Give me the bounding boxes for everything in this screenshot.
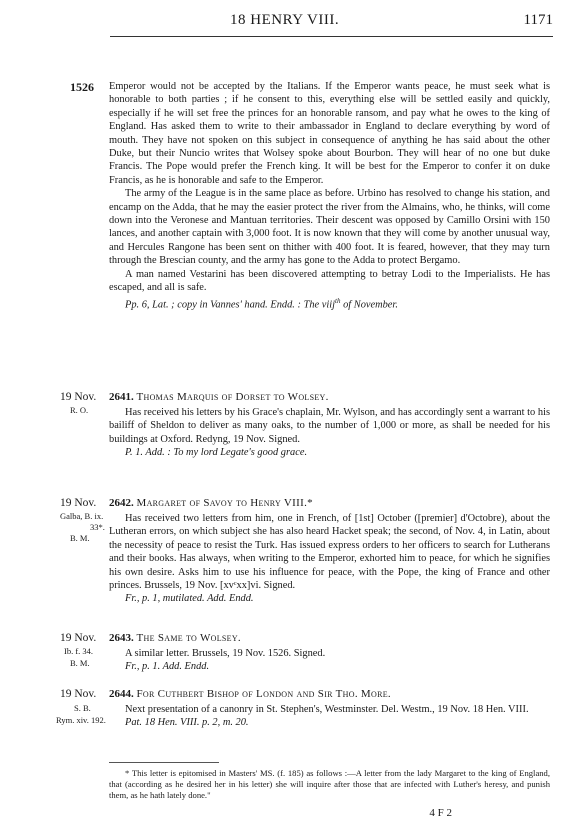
entry-source-note: Fr., p. 1, mutilated. Add. Endd.	[125, 593, 254, 605]
margin-reference: 33*.	[90, 522, 105, 532]
signature-mark: 4 F 2	[429, 807, 452, 819]
entry-source-note: Pat. 18 Hen. VIII. p. 2, m. 20.	[125, 717, 249, 729]
continued-paragraph-1: Emperor would not be accepted by the Italians. If the Emperor wants peace, he must seek what is honorable to both parties ; if he consent to this, everything else will be settled easily and quickly, especially if he will set free the princes for an honorable ransom, and pay what he owes to the king of England. Has asked them to write to their ambassador in England to declare everything by word of mouth. They have not spoken on this subject in consequence of anything he has said about the other Duke, but their Nuncio writes that Wolsey spoke about Bourbon. They will hear of no one but duke Francis. The Pope would prefer the French king. It will be best for the Emperor to confer it on duke Francis, as he is honorable and safe to the Emperor.	[109, 81, 550, 186]
entry-heading	[109, 688, 391, 700]
entry-heading	[109, 497, 313, 509]
entry-body: Has received two letters from him, one in French, of [1st] October ([premier] d'Octobre), about the Lutheran errors, on which subject she has also heard Hacket speak; the second, of Nov. 4, in Latin, about the necessity of peace to resist the Turk. Has issued express orders to her officers to search for Lutherans and their books. Has always, when writing to the Emperor, exhorted him to peace, for which he signifies his own desire. Asks him to use his influence for peace, with the Pope, the king of France and other princes. Brussels, 19 Nov. [xvᶜxx]vi. Signed.	[109, 513, 550, 592]
entry-title: The Same to Wolsey.	[136, 632, 241, 644]
entry-date: 19 Nov.	[60, 497, 97, 509]
margin-reference: Ib. f. 34.	[64, 646, 94, 656]
continued-source-note: Pp. 6, Lat. ; copy in Vannes' hand. Endd. : The viij$^{th}$ of November.	[125, 296, 398, 310]
footnote: * This letter is epitomised in Masters' MS. (f. 185) as follows :—A letter from the lady Margaret to the king of England, that (according as he desired her in his letter) she will inquire after those that are infected with Luther's heresy, and punish them, as he hath lately done."	[109, 768, 550, 800]
margin-reference: B. M.	[70, 658, 90, 668]
continued-letter	[109, 80, 550, 311]
entry-text	[109, 406, 550, 460]
entry-body: A similar letter. Brussels, 19 Nov. 1526. Signed.	[125, 648, 326, 659]
entry-source-note: Fr., p. 1. Add. Endd.	[125, 661, 210, 673]
entry-heading	[109, 391, 329, 403]
entry-number: 2644.	[109, 688, 134, 700]
year-label: 1526	[70, 80, 94, 94]
footnote-rule	[109, 762, 219, 763]
entry-title: Thomas Marquis of Dorset to Wolsey.	[136, 391, 329, 403]
entry-title: For Cuthbert Bishop of London and Sir Tho. More.	[136, 688, 391, 700]
continued-paragraph-3: A man named Vestarini has been discovered attempting to betray Lodi to the Imperialists. He has escaped, and all is safe.	[109, 268, 550, 294]
margin-reference: B. M.	[70, 533, 90, 543]
entry-heading	[109, 632, 241, 644]
entry-title: Margaret of Savoy to Henry VIII.*	[136, 497, 313, 509]
entry-date: 19 Nov.	[60, 632, 97, 644]
entry-number: 2643.	[109, 632, 134, 644]
margin-reference: S. B.	[74, 703, 91, 713]
margin-reference: R. O.	[70, 405, 89, 415]
entry-number: 2641.	[109, 391, 134, 403]
page-number: 1171	[523, 12, 553, 28]
entry-body: Next presentation of a canonry in St. Stephen's, Westminster. Del. Westm., 19 Nov. 18 Hen. VIII.	[125, 704, 529, 715]
margin-reference: Rym. xiv. 192.	[56, 715, 106, 725]
entry-text	[109, 512, 550, 606]
entry-source-note: P. 1. Add. : To my lord Legate's good grace.	[125, 447, 308, 459]
running-head: 18 HENRY VIII.	[230, 12, 340, 28]
entry-text	[109, 647, 550, 674]
entry-date: 19 Nov.	[60, 391, 97, 403]
entry-number: 2642.	[109, 497, 134, 509]
entry-body: Has received his letters by his Grace's chaplain, Mr. Wylson, and has accordingly sent a warrant to his bailiff of Sheldon to deliver as many oaks, to the number of 1,000 or more, as shall be needed for his buildings at Oxford. Redyng, 19 Nov. Signed.	[109, 407, 550, 445]
header-rule	[110, 36, 553, 37]
margin-reference: Galba, B. ix.	[60, 511, 104, 521]
continued-paragraph-2: The army of the League is in the same place as before. Urbino has resolved to change his station, and encamp on the Adda, that he may the easier protect the river from the Almains, who, he thinks, will come down into the Veronese and Mantuan territories. Their descent was opposed by Camillo Orsini with 150 lances, and another captain with 3,000 foot. It is now known that they will come by another unusual way, and Hercules Rangone has been sent on thither with 400 foot. It is feared, however, that they may turn through the Brescian county, and the army has gone to the Adda to protect Bergamo.	[109, 188, 550, 267]
entry-date: 19 Nov.	[60, 688, 97, 700]
entry-text	[109, 703, 550, 730]
